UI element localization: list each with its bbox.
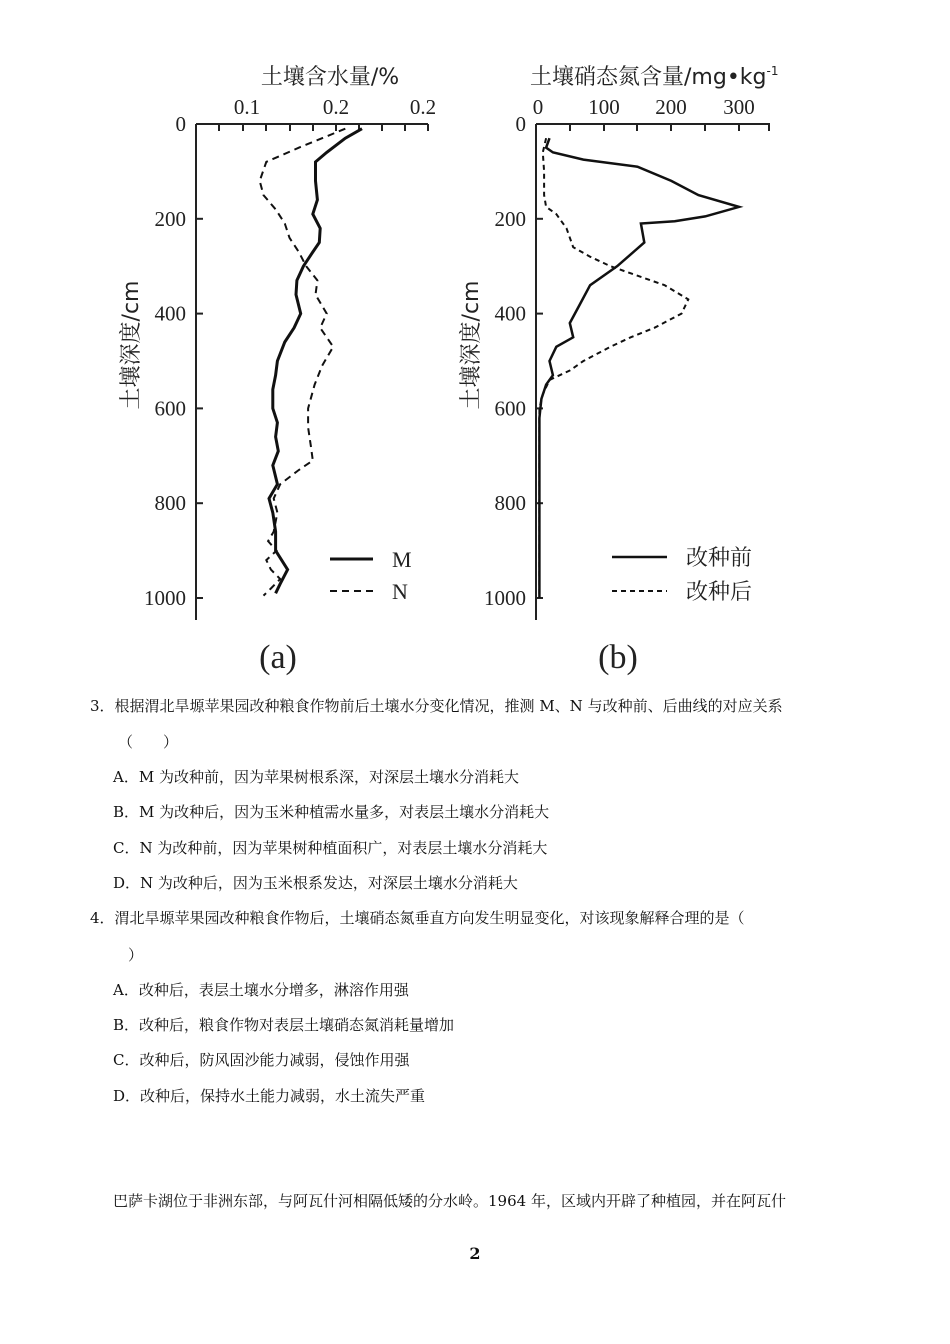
series-N-line — [260, 129, 346, 596]
chart-a-ylabel: 土壤深度/cm — [119, 280, 144, 410]
chart-b-xtick-label: 300 — [723, 95, 755, 119]
panel-a-label: (a) — [259, 639, 297, 676]
chart-a — [119, 65, 436, 676]
legend-M-label: M — [392, 547, 412, 572]
chart-a-ytick-label: 200 — [154, 206, 186, 231]
chart-b-ytick-label: 1000 — [484, 586, 526, 610]
chart-b-title: 土壤硝态氮含量$/mg•kg^{-1}$ — [530, 64, 779, 90]
chart-b-ytick-label: 400 — [494, 301, 526, 326]
passage-text: 巴萨卡湖位于非洲东部，与阿瓦什河相隔低矮的分水岭。1964 年，区域内开辟了种植园，并在阿瓦什 — [113, 1192, 786, 1210]
chart-b-xtick-label: 200 — [655, 95, 687, 119]
question-3-option-c: C．N 为改种前，因为苹果树种植面积广，对表层土壤水分消耗大 — [113, 839, 548, 857]
chart-a-xtick-label: 0.2 — [322, 95, 350, 119]
question-3-option-b: B．M 为改种后，因为玉米种植需水量多，对表层土壤水分消耗大 — [113, 803, 550, 821]
question-3-option-a: A．M 为改种前，因为苹果树根系深，对深层土壤水分消耗大 — [113, 768, 519, 786]
chart-a-ytick-label: 1000 — [144, 586, 186, 610]
chart-b-xtick-label: 0 — [532, 95, 544, 119]
question-4-option-d: D．改种后，保持水土能力减弱，水土流失严重 — [113, 1087, 426, 1105]
series-M-line — [269, 129, 362, 594]
series-after-line — [539, 138, 688, 598]
question-4-paren: ） — [128, 946, 144, 964]
chart-a-ytick-label: 400 — [154, 301, 186, 326]
chart-b-legend — [612, 546, 752, 605]
chart-a-xtick-label: 0.1 — [233, 95, 261, 119]
chart-b-ytick-label: 0 — [515, 112, 526, 136]
chart-a-legend — [330, 547, 412, 604]
chart-b-ylabel: 土壤深度/cm — [459, 280, 484, 410]
chart-a-ytick-label: 0 — [175, 112, 186, 136]
page-number: 2 — [469, 1244, 481, 1263]
question-4-option-b: B．改种后，粮食作物对表层土壤硝态氮消耗量增加 — [113, 1016, 455, 1034]
legend-before-label: 改种前 — [686, 546, 753, 571]
legend-N-label: N — [392, 579, 408, 604]
question-3-option-d: D．N 为改种后，因为玉米根系发达，对深层土壤水分消耗大 — [113, 874, 518, 892]
legend-after-label: 改种后 — [686, 580, 753, 605]
question-3-paren: （ ） — [118, 733, 179, 751]
chart-a-ytick-label: 800 — [154, 491, 186, 516]
chart-a-xtick-label: 0.2 — [409, 95, 437, 119]
question-3-stem: 3．根据渭北旱塬苹果园改种粮食作物前后土壤水分变化情况，推测 M、N 与改种前、后曲线的对应关系 — [90, 697, 783, 715]
chart-b-ytick-label: 200 — [494, 206, 526, 231]
chart-b-ytick-label: 600 — [494, 396, 526, 421]
series-before-line — [539, 138, 739, 598]
chart-b-ytick-label: 800 — [494, 491, 526, 516]
chart-b — [459, 64, 778, 676]
chart-a-ytick-label: 600 — [154, 396, 186, 421]
chart-a-title: 土壤含水量/% — [260, 65, 400, 90]
question-4-option-a: A．改种后，表层土壤水分增多，淋溶作用强 — [113, 981, 409, 999]
chart-b-xtick-label: 100 — [588, 95, 620, 119]
question-4-stem: 4．渭北旱塬苹果园改种粮食作物后，土壤硝态氮垂直方向发生明显变化，对该现象解释合理的是（ — [90, 909, 745, 927]
question-4-option-c: C．改种后，防风固沙能力减弱，侵蚀作用强 — [113, 1051, 410, 1069]
panel-b-label: (b) — [598, 639, 638, 676]
